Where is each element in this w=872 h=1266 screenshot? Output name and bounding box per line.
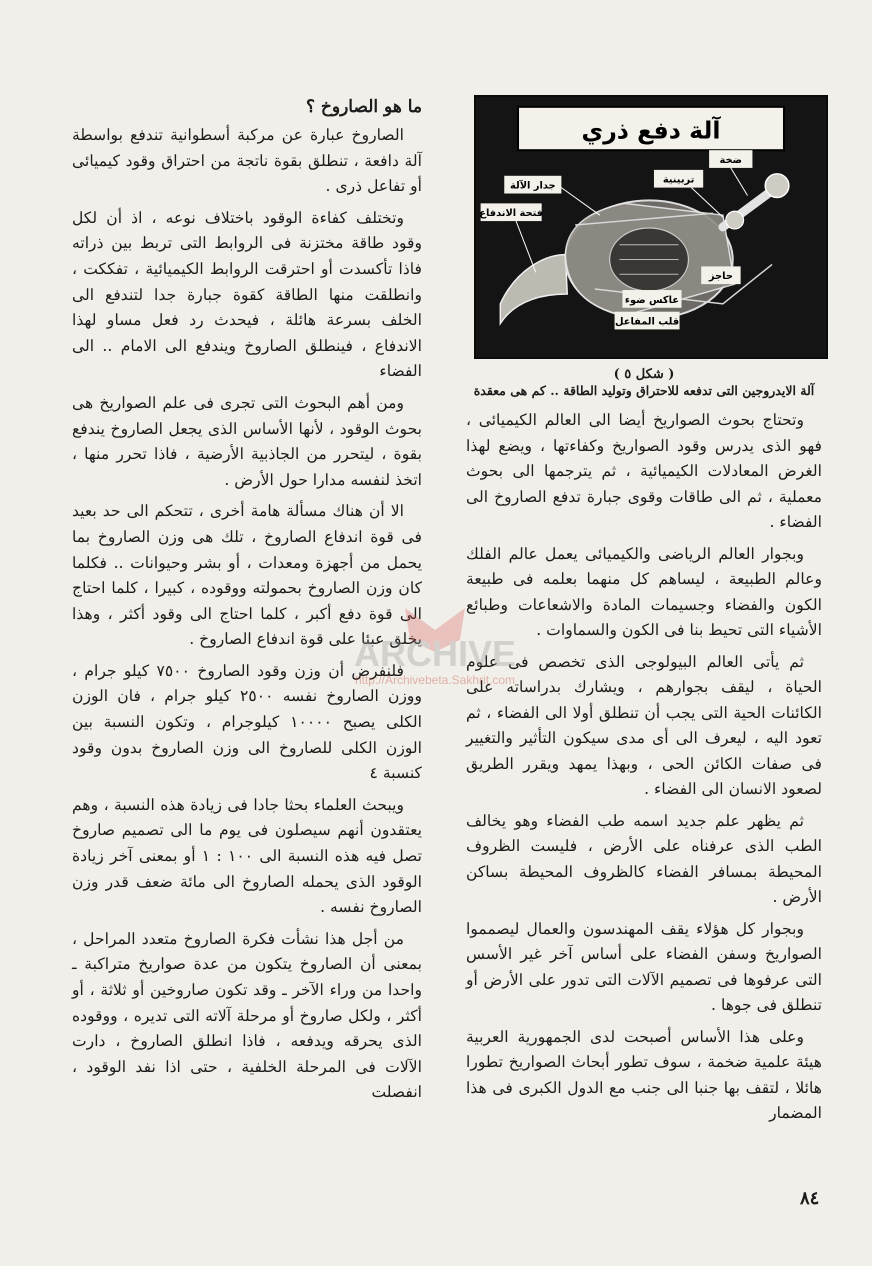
svg-text:جدار الآلة: جدار الآلة [510, 180, 556, 192]
paragraph: وعلى هذا الأساس أصبحت لدى الجمهورية العربية هيئة علمية ضخمة ، سوف تطور أبحاث الصواريخ تطورا هائلا ، لتقف بها جنبا الى جنب مع الدول الكبرى فى هذا المضمار [466, 1027, 822, 1122]
paragraph: فلنفرض أن وزن وقود الصاروخ ٧٥٠٠ كيلو جرام ، ووزن الصاروخ نفسه ٢٥٠٠ كيلو جرام ، فان الوزن الكلى يصبح ١٠٠٠٠ كيلوجرام ، وتكون النسبة بين الوزن الكلى للصاروخ الى وزن الصاروخ بدون وقود كنسبة ٤ [72, 661, 422, 783]
paragraph: وتختلف كفاءة الوقود باختلاف نوعه ، اذ أن لكل وقود طاقة مختزنة فى الروابط التى تربط بين ذراته فاذا تأكسدت أو احترقت الروابط الكيميائية ، تفككت ، وانطلقت منها الطاقة كقوة جبارة جدا لتندفع الى الخلف بسرعة هائلة ، فيحدث رد فعل مساو لهذا الاندفاع ، فينطلق الصاروخ ويندفع الى الامام .. الى الفضاء [72, 208, 422, 381]
svg-text:فتحة الاندفاع: فتحة الاندفاع [479, 208, 544, 220]
svg-text:تربينية: تربينية [662, 174, 695, 186]
article-title: ما هو الصاروخ ؟ [305, 97, 422, 117]
left-column [466, 408, 822, 1133]
svg-text:قلب المفاعل: قلب المفاعل [614, 316, 680, 328]
paragraph: ومن أهم البحوث التى تجرى فى علم الصواريخ هى بحوث الوقود ، لأنها الأساس الذى يجعل الصاروخ يندفع بقوة ، ليتحرر من الجاذبية الأرضية ، فاذا تحرر منها ، اتخذ لنفسه مدارا حول الأرض . [72, 393, 422, 489]
paragraph: ثم يظهر علم جديد اسمه طب الفضاء وهو يخالف الطب الذى عرفناه على الأرض ، فليست الظروف المحيطة بمسافر الفضاء كالظروف المحيطة بساكن الأرض . [466, 811, 822, 906]
engine-illustration [476, 97, 826, 357]
figure-caption [466, 367, 822, 399]
figure-atomic-engine [474, 95, 828, 359]
watermark-url: http://Archivebeta.Sakhrit.com [354, 673, 516, 687]
paragraph: وتحتاج بحوث الصواريخ أيضا الى العالم الكيميائى ، فهو الذى يدرس وقود الصواريخ وكفاءتها ، ويضع لهذا الغرض المعادلات الكيميائية ، ثم يترجمها الى بحوث معملية ، ثم الى طاقات وقوى جبارة تدفع الصاروخ الى الفضاء . [466, 411, 822, 531]
figure-number: ( شكل ٥ ) [613, 367, 675, 382]
svg-text:ضخة: ضخة [719, 154, 743, 166]
svg-text:حاجز: حاجز [708, 271, 733, 283]
paragraph: وبجوار كل هؤلاء يقف المهندسون والعمال ليصمموا الصواريخ وسفن الفضاء على أساس آخر غير الأسس التى عرفوها فى تصميم الآلات التى تدور على الأرض أو تنطلق فى جوها . [466, 919, 822, 1014]
watermark-name: ARCHIVE [353, 633, 517, 674]
paragraph: الا أن هناك مسألة هامة أخرى ، تتحكم الى حد بعيد فى قوة اندفاع الصاروخ ، تلك هى وزن الصاروخ بما يحمل من أجهزة ومعدات ، أو بشر وحيوانات .. فكلما كان وزن الصاروخ بحمولته ووقوده ، كبيرا ، كلما احتاج الى قوة دفع أكبر ، كلما احتاج الى وقود أكثر ، وهذا يخلق عبئا على قوة اندفاع الصاروخ . [72, 502, 422, 649]
figure-title: آلة دفع ذري [581, 116, 721, 145]
right-column [72, 95, 422, 1112]
paragraph: ثم يأتى العالم البيولوجى الذى تخصص فى علوم الحياة ، ليقف بجوارهم ، ويشارك بدراساته على الكائنات الحية التى يجب أن تنطلق أولا الى الفضاء ، ثم تعود اليه ، ليعرف الى أى مدى سيكون التأثير والتغيير فى صفات الكائن الحى ، وبهذا يمهد ويقرر الطريق لصعود الانسان الى الفضاء . [466, 652, 822, 798]
caption-text: آلة الايدروجين التى تدفعه للاحتراق وتوليد الطاقة .. كم هى معقدة [473, 383, 815, 398]
label-barrier [701, 266, 740, 284]
paragraph: وبجوار العالم الرياضى والكيميائى يعمل عالم الفلك وعالم الطبيعة ، ليساهم كل منهما بعلمه فى طبيعة الكون والفضاء وجسيمات المادة والاشعاعات وطبائع الأشياء التى تحيط بنا فى الكون والسماوات . [466, 544, 822, 639]
label-core [615, 312, 680, 330]
paragraph: الصاروخ عبارة عن مركبة أسطوانية تندفع بواسطة آلة دافعة ، تنطلق بقوة ناتجة من احتراق وقود كيميائى أو تفاعل ذرى . [72, 126, 422, 196]
paragraph: من أجل هذا نشأت فكرة الصاروخ متعدد المراحل ، بمعنى أن الصاروخ يتكون من عدة صواريخ متراكبة ـ واحدا من وراء الآخر ـ وقد تكون صاروخين أو ثلاثة ، أو أكثر ، ولكل صاروخ أو مرحلة آلاته التى تديره ، ووقوده الذى يحرقه ويدفعه ، فاذا انطلق الصاروخ ، دارت الآلات فى المرحلة الخلفية ، حتى اذا نفد الوقود ، انفصلت [72, 929, 422, 1102]
paragraph: ويبحث العلماء بحثا جادا فى زيادة هذه النسبة ، وهم يعتقدون أنهم سيصلون فى يوم ما الى تصميم صاروخ تصل فيه هذه النسبة الى ١٠٠ : ١ أو بمعنى آخر زيادة الوقود الذى يحمله الصاروخ الى مائة ضعف قدر وزن الصاروخ نفسه . [72, 795, 423, 917]
page-number: ٨٤ [800, 1188, 820, 1209]
label-reflector [622, 290, 681, 308]
svg-text:عاكس ضوء: عاكس ضوء [624, 294, 680, 306]
